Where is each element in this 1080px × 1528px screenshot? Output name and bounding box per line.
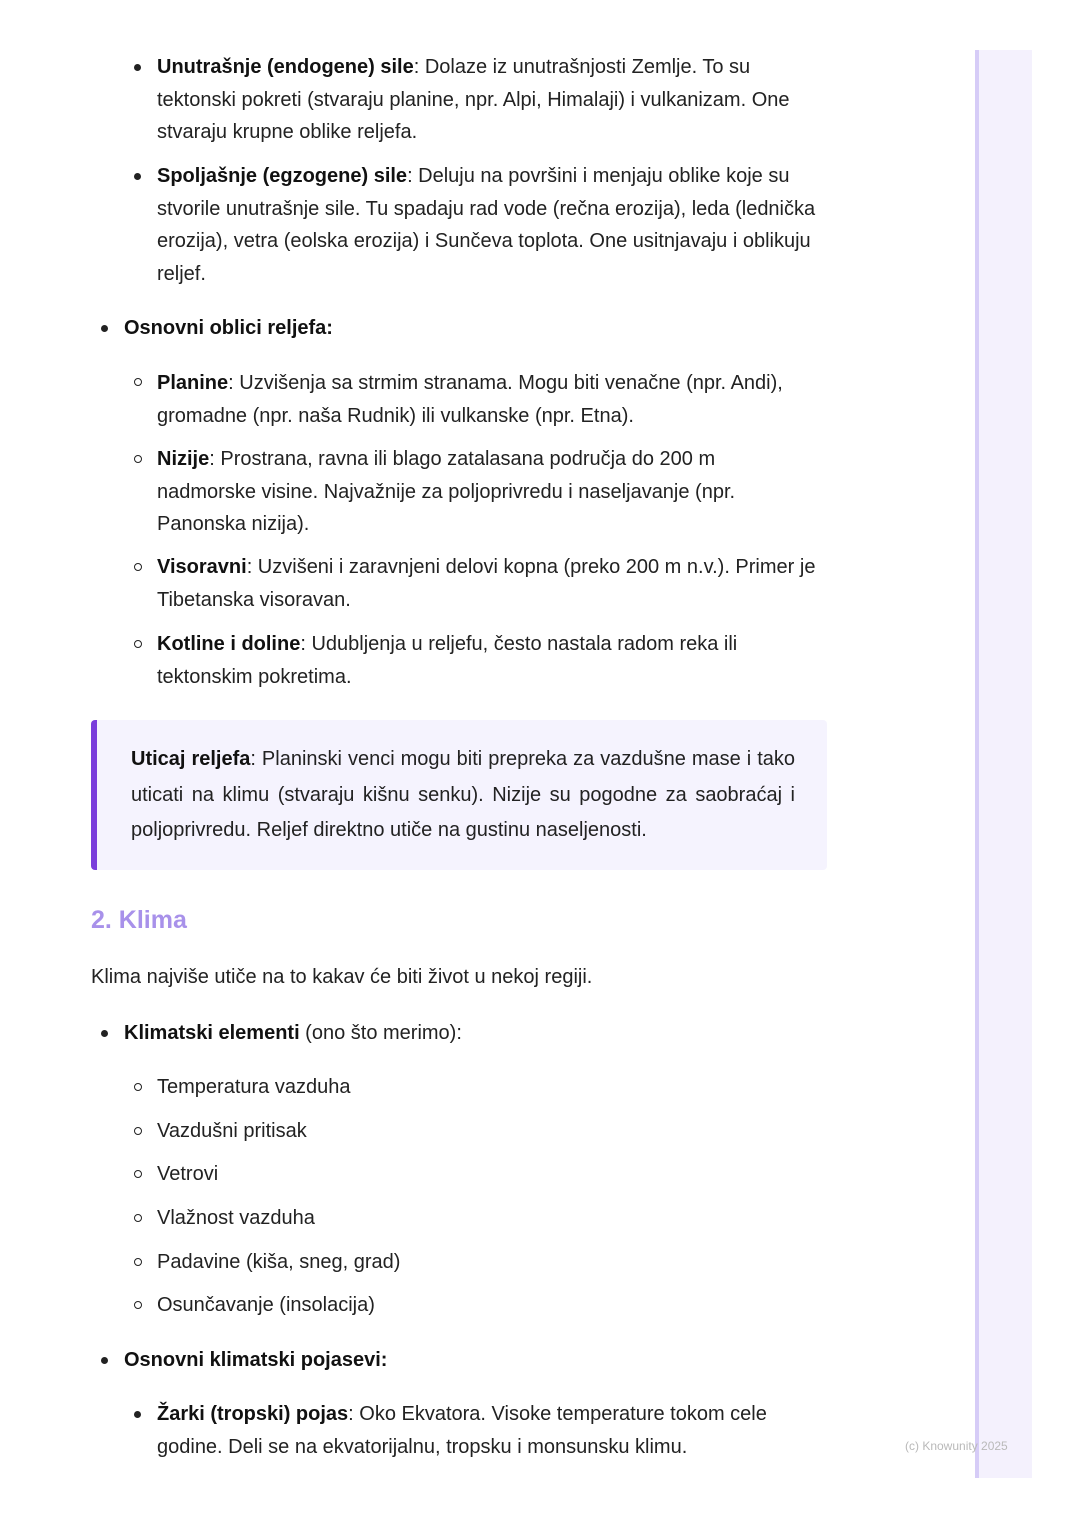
section-title: 2. Klima	[91, 906, 187, 934]
bullet-icon	[101, 1357, 108, 1364]
term-egzogene: Spoljašnje (egzogene) sile	[157, 165, 408, 187]
side-panel	[975, 50, 1032, 1478]
callout-text: Uticaj reljefa: Planinski venci mogu biti prepreka za vazdušne mase i tako uticati na klimu (stvaraju kišnu senku). Nizije su pogodne za saobraćaj i poljoprivredu. Reljef direktno utiče na gustinu naseljenosti.	[131, 748, 795, 841]
list-item: Padavine (kiša, sneg, grad)	[157, 1251, 401, 1273]
list-item-endogene: Unutrašnje (endogene) sile: Dolaze iz unutrašnjosti Zemlje. To su tektonski pokreti (stvaraju planine, npr. Alpi, Himalaji) i vulkanizam. One stvaraju krupne oblike reljefa.	[157, 56, 790, 144]
copyright-footer: (c) Knowunity 2025	[905, 1439, 1008, 1453]
list-item: Vetrovi	[157, 1163, 219, 1185]
section-intro: Klima najviše utiče na to kakav će biti život u nekoj regiji.	[91, 966, 593, 988]
circle-bullet-icon	[134, 1214, 142, 1222]
list-item-planine: Planine: Uzvišenja sa strmim stranama. Mogu biti venačne (npr. Andi), gromadne (npr. naša Rudnik) ili vulkanske (npr. Etna).	[157, 372, 783, 427]
circle-bullet-icon	[134, 378, 142, 386]
bullet-icon	[134, 1411, 141, 1418]
list-item: Osunčavanje (insolacija)	[157, 1294, 375, 1316]
circle-bullet-icon	[134, 1127, 142, 1135]
term-endogene: Unutrašnje (endogene) sile	[157, 56, 414, 78]
list-heading-climate-zones: Osnovni klimatski pojasevi:	[124, 1349, 388, 1371]
list-heading-climate-elements: Klimatski elementi (ono što merimo):	[124, 1022, 462, 1044]
list-heading-relief: Osnovni oblici reljefa:	[124, 317, 333, 339]
list-item: Temperatura vazduha	[157, 1076, 351, 1098]
list-item-kotline: Kotline i doline: Udubljenja u reljefu, često nastala radom reka ili tektonskim pokretima.	[157, 633, 738, 688]
list-item-nizije: Nizije: Prostrana, ravna ili blago zatalasana područja do 200 m nadmorske visine. Najvažnije za poljoprivredu i naseljavanje (npr. Panonska nizija).	[157, 448, 736, 536]
list-item: Vazdušni pritisak	[157, 1120, 307, 1142]
list-item-visoravni: Visoravni: Uzvišeni i zaravnjeni delovi kopna (preko 200 m n.v.). Primer je Tibetanska visoravan.	[157, 556, 816, 611]
circle-bullet-icon	[134, 455, 142, 463]
circle-bullet-icon	[134, 1301, 142, 1309]
circle-bullet-icon	[134, 1083, 142, 1091]
circle-bullet-icon	[134, 1258, 142, 1266]
bullet-icon	[101, 1030, 108, 1037]
list-item-egzogene: Spoljašnje (egzogene) sile: Deluju na površini i menjaju oblike koje su stvorile unutrašnje sile. Tu spadaju rad vode (rečna erozija), leda (lednička erozija), vetra (eolska erozija) i Sunčeva toplota. One usitnjavaju i oblikuju reljef.	[157, 165, 816, 285]
circle-bullet-icon	[134, 1170, 142, 1178]
circle-bullet-icon	[134, 563, 142, 571]
bullet-icon	[134, 64, 141, 71]
list-item-zarki-pojas: Žarki (tropski) pojas: Oko Ekvatora. Visoke temperature tokom cele godine. Deli se na ekvatorijalnu, tropsku i monsunsku klimu.	[157, 1403, 767, 1458]
bullet-icon	[101, 325, 108, 332]
bullet-icon	[134, 173, 141, 180]
list-item: Vlažnost vazduha	[157, 1207, 315, 1229]
circle-bullet-icon	[134, 640, 142, 648]
